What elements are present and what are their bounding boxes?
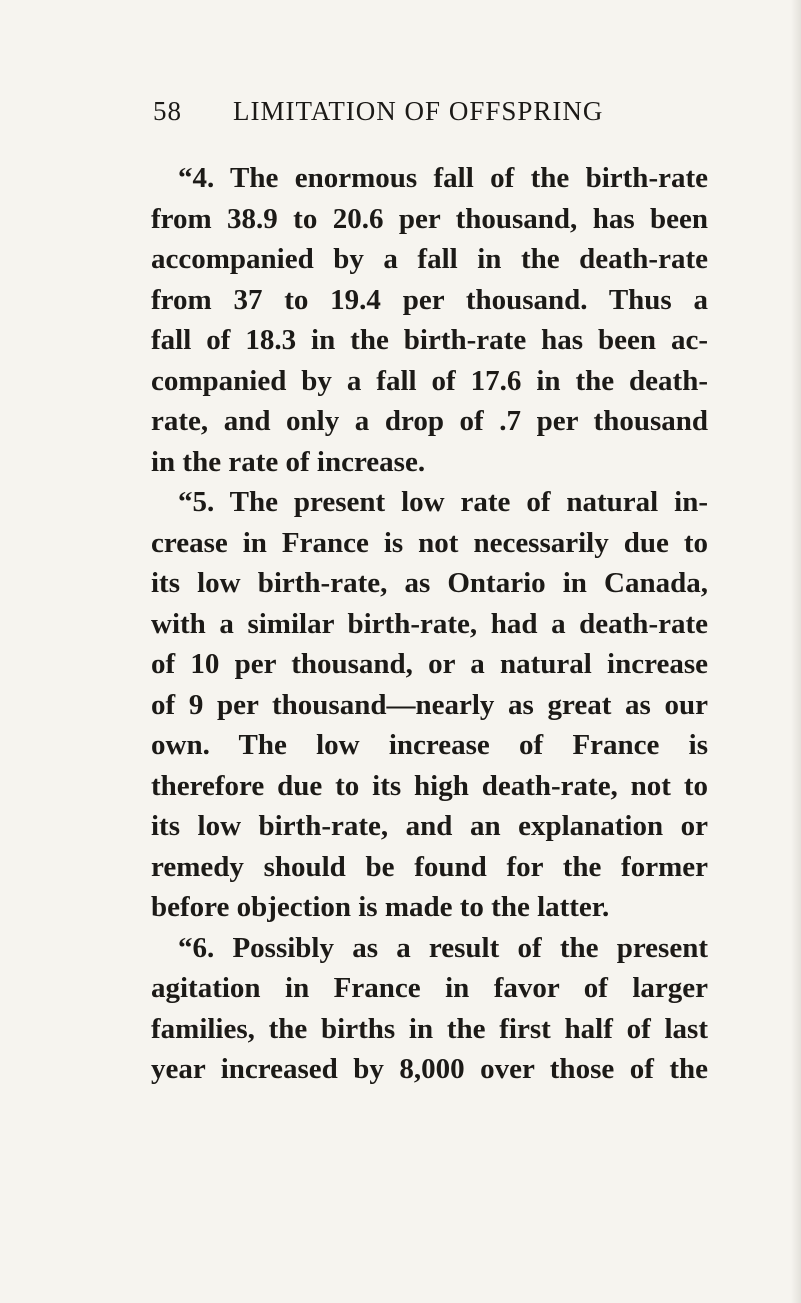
text-line-paragraph-end: in the rate of increase. (151, 445, 426, 478)
page-edge-shadow (791, 0, 801, 1303)
text-line: of 10 per thousand, or a natural increase (151, 648, 708, 680)
text-line: year increased by 8,000 over those of the (151, 1053, 708, 1085)
text-line: its low birth-rate, as Ontario in Canada, (151, 567, 708, 599)
page-number: 58 (153, 96, 182, 126)
text-line: of 9 per thousand—nearly as great as our (151, 688, 708, 721)
text-line: families, the births in the first half of last (151, 1012, 708, 1045)
body-text (151, 158, 708, 1090)
text-line-paragraph-end: before objection is made to the latter. (151, 891, 610, 923)
running-head (153, 96, 713, 136)
text-line: its low birth-rate, and an explanation or (151, 810, 708, 842)
text-line: crease in France is not necessarily due to (151, 526, 708, 559)
text-line: companied by a fall of 17.6 in the death- (151, 364, 708, 397)
text-line: from 38.9 to 20.6 per thousand, has been (151, 202, 708, 235)
text-line: accompanied by a fall in the death-rate (151, 243, 708, 275)
text-line-paragraph-6-start: “6. Possibly as a result of the present (178, 931, 708, 964)
text-line-paragraph-5-start: “5. The present low rate of natural in- (178, 486, 708, 518)
text-line: remedy should be found for the former (151, 850, 708, 883)
text-line: rate, and only a drop of .7 per thousand (151, 405, 708, 437)
text-line: with a similar birth-rate, had a death-rate (151, 607, 708, 640)
text-line: therefore due to its high death-rate, not to (151, 769, 708, 802)
running-title: LIMITATION OF OFFSPRING (233, 96, 604, 126)
text-line: fall of 18.3 in the birth-rate has been ac- (151, 324, 708, 356)
text-line: from 37 to 19.4 per thousand. Thus a (151, 283, 708, 316)
text-line: agitation in France in favor of larger (151, 972, 708, 1004)
text-line-paragraph-4-start: “4. The enormous fall of the birth-rate (178, 162, 708, 194)
text-line: own. The low increase of France is (151, 729, 708, 761)
